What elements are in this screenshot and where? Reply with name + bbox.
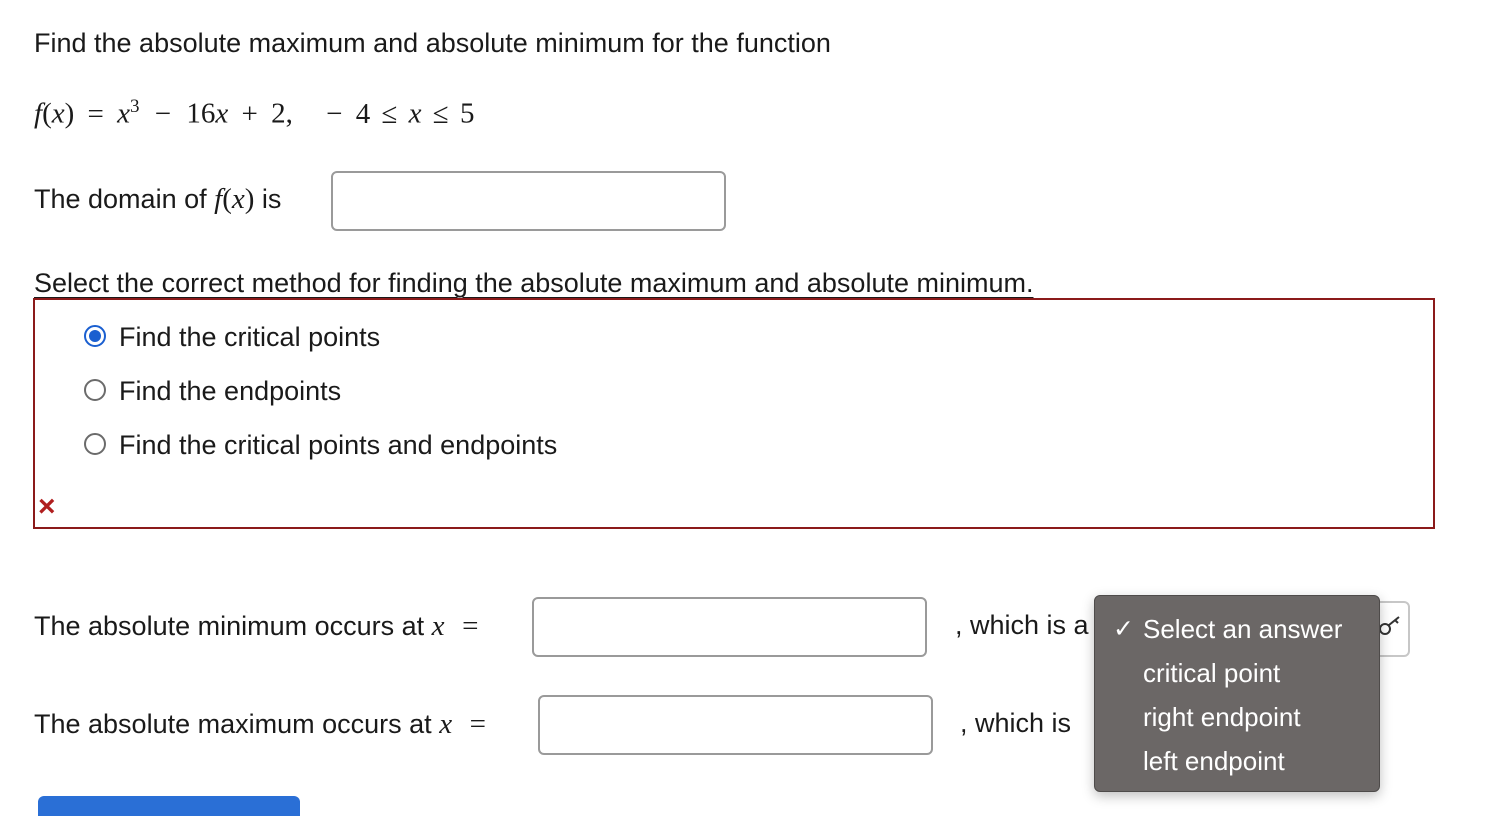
radio-critical-and-endpoints[interactable] (84, 433, 106, 455)
key-icon (1378, 615, 1402, 643)
min-which-is-label: , which is a (955, 610, 1089, 640)
dropdown-option-left-endpoint[interactable]: left endpoint (1143, 746, 1285, 776)
radio-endpoints[interactable] (84, 379, 106, 401)
radio-critical-points[interactable] (84, 325, 106, 347)
max-input[interactable] (538, 695, 933, 755)
dropdown-option-right-endpoint[interactable]: right endpoint (1143, 702, 1301, 732)
function-expression: $f(x) = x^3 - 16x + 2$, − 4 ≤ x ≤ 5 (34, 96, 475, 130)
domain-label: The domain of f(x) is (34, 183, 282, 215)
domain-input[interactable] (331, 171, 726, 231)
max-which-is-label: , which is (960, 708, 1072, 738)
min-input[interactable] (532, 597, 927, 657)
option-label-critical-and-endpoints[interactable]: Find the critical points and endpoints (119, 430, 558, 460)
max-label: The absolute maximum occurs at x = (34, 708, 486, 740)
dropdown-option-critical-point[interactable]: critical point (1143, 658, 1281, 688)
method-prompt: Select the correct method for finding the absolute maximum and absolute minimum. (34, 268, 1034, 298)
dropdown-option-select-an-answer[interactable]: Select an answer (1143, 614, 1343, 644)
answer-type-dropdown-menu[interactable] (1094, 595, 1380, 792)
min-label: The absolute minimum occurs at x = (34, 610, 479, 642)
checkmark-icon: ✓ (1113, 615, 1134, 643)
close-x-icon: × (38, 490, 56, 523)
option-label-critical-points[interactable]: Find the critical points (119, 322, 381, 352)
submit-button[interactable] (38, 796, 300, 816)
option-label-endpoints[interactable]: Find the endpoints (119, 376, 342, 406)
question-prompt: Find the absolute maximum and absolute minimum for the function (34, 28, 831, 58)
